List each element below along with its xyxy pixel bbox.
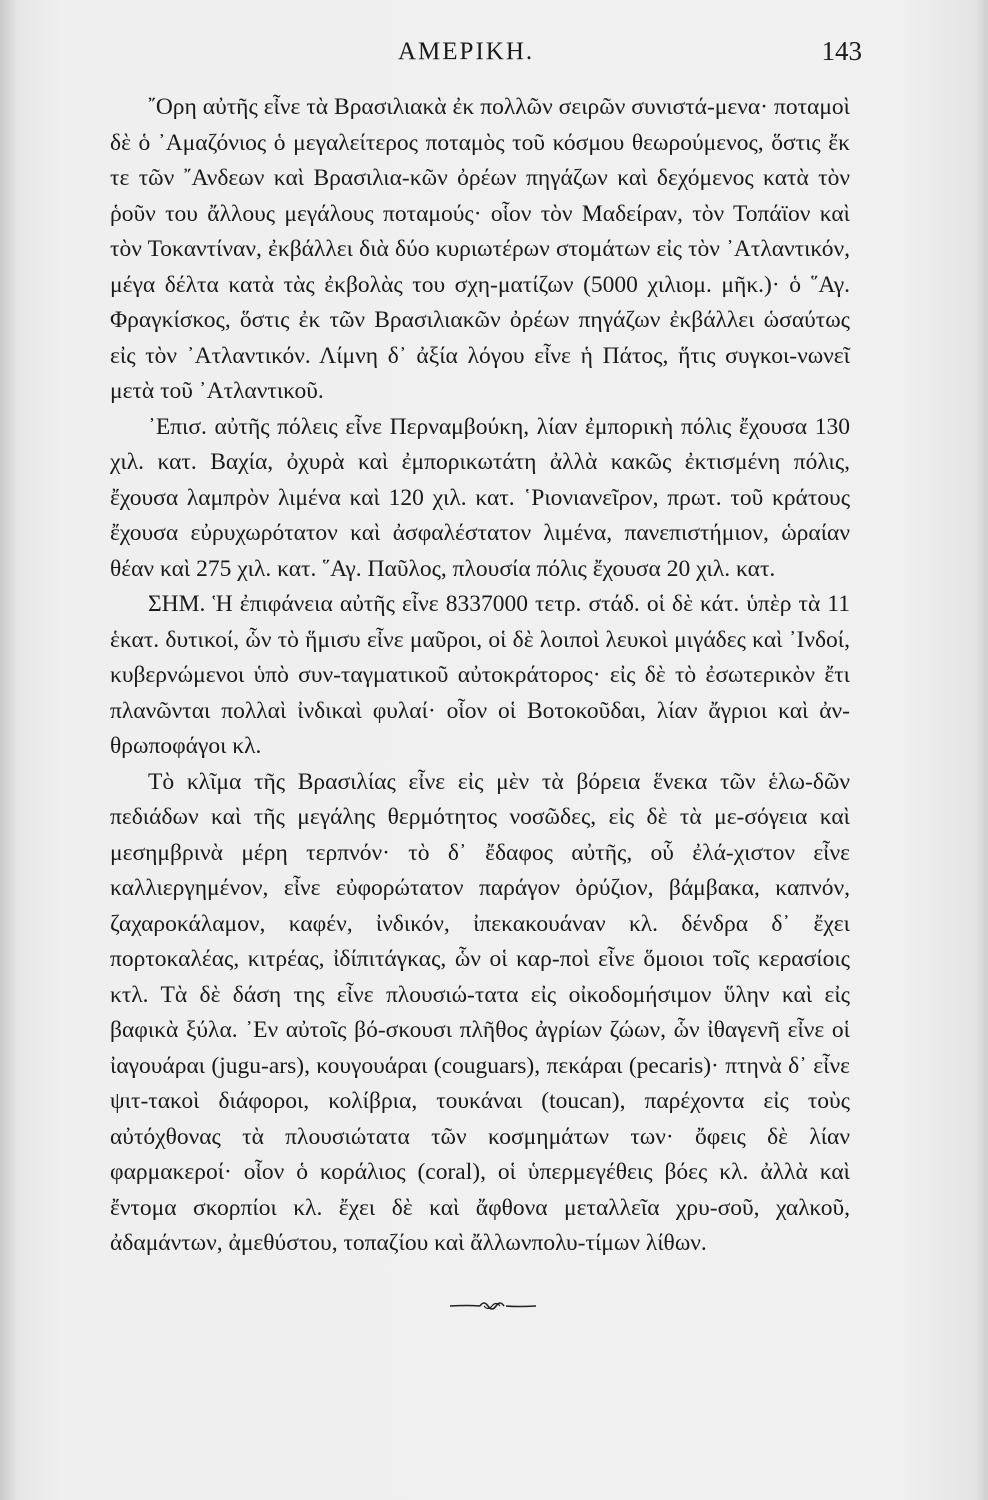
paragraph-climate-fauna: Τὸ κλῖμα τῆς Βρασιλίας εἶνε εἰς μὲν τὰ βόρεια ἕνεκα τῶν ἑλω-δῶν πεδιάδων καὶ τῆς μεγάλης θερμότητος νοσῶδες, εἰς δὲ τὰ με-σόγεια καὶ μεσημβρινὰ μέρη τερπνόν· τὸ δ᾿ ἔδαφος αὐτῆς, οὗ ἐλά-χιστον εἶνε καλλιεργημένον, εἶνε εὐφορώτατον παράγον ὀρύζιον, βάμβακα, καπνόν, ζαχαροκάλαμον, καφέν, ἰνδικόν, ἰπεκακουάναν κλ. δένδρα δ᾿ ἔχει πορτοκαλέας, κιτρέας, ἰδίπιτάγκας, ὧν οἱ καρ-ποὶ εἶνε ὅμοιοι τοῖς κερασίοις κτλ. Τὰ δὲ δάση της εἶνε πλουσιώ-τατα εἰς οἰκοδομήσιμον ὕλην καὶ εἰς βαφικὰ ξύλα. ᾿Εν αὐτοῖς βό-σκουσι πλῆθος ἀγρίων ζώων, ὧν ἰθαγενῆ εἶνε οἱ ἰαγουάραι (jugu-ars), κουγουάραι (couguars), πεκάραι (pecaris)· πτηνὰ δ᾿ εἶνε ψιτ-τακοὶ διάφοροι, κολίβρια, τουκάναι (toucan), παρέχοντα εἰς τοὺς αὐτόχθονας τὰ πλουσιώτατα τῶν κοσμημάτων των· ὄφεις δὲ λίαν φαρμακεροί· οἷον ὁ κοράλιος (coral), οἱ ὑπερμεγέθεις βόες κλ. ἀλλὰ καὶ ἔντομα σκορπίοι κλ. ἔχει δὲ καὶ ἄφθονα μεταλλεῖα χρυ-σοῦ, χαλκοῦ, ἀδαμάντων, ἀμεθύστου, τοπαζίου καὶ ἄλλωνπολυ-τίμων λίθων. xyxy=(110,768,850,1256)
closing-ornament-icon xyxy=(448,1296,538,1316)
paragraph-cities: ᾿Επισ. αὐτῆς πόλεις εἶνε Περναμβούκη, λίαν ἐμπορικὴ πόλις ἔχουσα 130 χιλ. κατ. Βαχία, ὀχυρὰ καὶ ἐμπορικωτάτη ἀλλὰ κακῶς ἐκτισμένη πόλις, ἔχουσα λαμπρὸν λιμένα καὶ 120 χιλ. κατ. ῾Ριονιανεῖρον, πρωτ. τοῦ κράτους ἔχουσα εὐρυχωρότατον καὶ ἀσφαλέστατον λιμένα, πανεπιστήμιον, ὡραίαν θέαν καὶ 275 χιλ. κατ. ῞Αγ. Παῦλος, πλουσία πόλις ἔχουσα 20 χιλ. κατ. xyxy=(110,413,850,582)
body-text xyxy=(110,90,850,1262)
page-number: 143 xyxy=(821,36,862,66)
page-header xyxy=(118,36,862,78)
running-head: ΑΜΕΡΙΚΗ. xyxy=(398,38,535,65)
paragraph-note-population: ΣΗΜ. Ἡ ἐπιφάνεια αὐτῆς εἶνε 8337000 τετρ. στάδ. οἱ δὲ κάτ. ὑπὲρ τὰ 11 ἑκατ. δυτικοί, ὧν τὸ ἥμισυ εἶνε μαῦροι, οἱ δὲ λοιποὶ λευκοὶ μιγάδες καὶ ᾿Ινδοί, κυβερνώμενοι ὑπὸ συν-ταγματικοῦ αὐτοκράτορος· εἰς δὲ τὸ ἐσωτερικὸν ἔτι πλανῶνται πολλαὶ ἰνδικαὶ φυλαί· οἷον οἱ Βοτοκοῦδαι, λίαν ἄγριοι καὶ ἀν-θρωποφάγοι κλ. xyxy=(110,591,850,759)
paragraph-mountains-rivers: ῎Ορη αὐτῆς εἶνε τὰ Βρασιλιακὰ ἐκ πολλῶν σειρῶν συνιστά-μενα· ποταμοὶ δὲ ὁ ᾿Αμαζόνιος ὁ μεγαλείτερος ποταμὸς τοῦ κόσμου θεωρούμενος, ὅστις ἔκ τε τῶν ῎Ανδεων καὶ Βρασιλια-κῶν ὀρέων πηγάζων καὶ δεχόμενος κατὰ τὸν ῥοῦν του ἄλλους μεγάλους ποταμούς· οἷον τὸν Μαδείραν, τὸν Τοπάϊον καὶ τὸν Τοκαντίναν, ἐκβάλλει διὰ δύο κυριωτέρων στομάτων εἰς τὸν ᾿Ατλαντικόν, μέγα δέλτα κατὰ τὰς ἐκβολὰς του σχη-ματίζων (5000 χιλιομ. μῆκ.)· ὁ ῞Αγ. Φραγκίσκος, ὅστις ἐκ τῶν Βρασιλιακῶν ὀρέων πηγάζων ἐκβάλλει ὡσαύτως εἰς τὸν ᾿Ατλαντικόν. Λίμνη δ᾿ ἀξία λόγου εἶνε ἡ Πάτος, ἥτις συγκοι-νωνεῖ μετὰ τοῦ ᾿Ατλαντικοῦ. xyxy=(110,94,850,404)
